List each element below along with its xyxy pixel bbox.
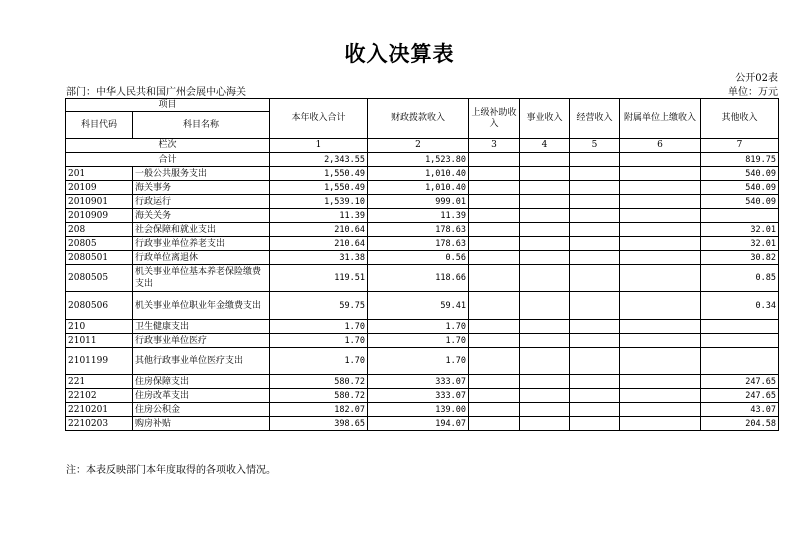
row-other: 540.09 <box>701 181 779 195</box>
table-row <box>66 167 779 181</box>
table-row <box>66 389 779 403</box>
row-other: 30.82 <box>701 251 779 265</box>
row-name: 行政事业单位医疗 <box>133 334 270 348</box>
empty-cell <box>520 181 570 195</box>
row-other: 32.01 <box>701 223 779 237</box>
empty-cell <box>570 237 620 251</box>
empty-cell <box>570 167 620 181</box>
empty-cell <box>469 320 520 334</box>
row-fiscal: 1.70 <box>368 348 469 375</box>
row-other <box>701 320 779 334</box>
table-row <box>66 209 779 223</box>
col-num: 4 <box>520 139 570 153</box>
row-code: 2080501 <box>66 251 133 265</box>
empty-cell <box>620 195 701 209</box>
row-name: 购房补贴 <box>133 417 270 431</box>
table-row <box>66 348 779 375</box>
row-total: 1.70 <box>270 334 368 348</box>
empty-cell <box>469 375 520 389</box>
row-fiscal: 333.07 <box>368 375 469 389</box>
table-row <box>66 320 779 334</box>
row-name: 行政运行 <box>133 195 270 209</box>
table-row <box>66 292 779 320</box>
empty-cell <box>570 375 620 389</box>
table-row <box>66 265 779 292</box>
empty-cell <box>620 237 701 251</box>
empty-cell <box>469 292 520 320</box>
form-number: 公开02表 <box>735 73 778 84</box>
empty-cell <box>620 348 701 375</box>
department-label: 部门：中华人民共和国广州会展中心海关 <box>66 87 246 98</box>
row-total: 1,539.10 <box>270 195 368 209</box>
empty-cell <box>620 292 701 320</box>
row-other: 32.01 <box>701 237 779 251</box>
row-name: 一般公共服务支出 <box>133 167 270 181</box>
row-name: 卫生健康支出 <box>133 320 270 334</box>
row-other: 0.34 <box>701 292 779 320</box>
empty-cell <box>520 417 570 431</box>
empty-cell <box>620 153 701 167</box>
row-fiscal: 333.07 <box>368 389 469 403</box>
table-row <box>66 195 779 209</box>
table-row <box>66 237 779 251</box>
empty-cell <box>620 403 701 417</box>
row-code: 22102 <box>66 389 133 403</box>
row-code: 221 <box>66 375 133 389</box>
col-num: 6 <box>620 139 701 153</box>
row-code: 2101199 <box>66 348 133 375</box>
col-num: 3 <box>469 139 520 153</box>
row-name: 社会保障和就业支出 <box>133 223 270 237</box>
empty-cell <box>520 237 570 251</box>
unit-label: 单位：万元 <box>728 87 778 98</box>
row-total: 210.64 <box>270 237 368 251</box>
header-total: 本年收入合计 <box>270 99 368 139</box>
row-name: 行政单位离退休 <box>133 251 270 265</box>
row-other <box>701 348 779 375</box>
row-fiscal: 178.63 <box>368 237 469 251</box>
empty-cell <box>620 181 701 195</box>
empty-cell <box>620 417 701 431</box>
row-code: 210 <box>66 320 133 334</box>
row-total: 580.72 <box>270 375 368 389</box>
total-row <box>66 153 779 167</box>
row-total: 119.51 <box>270 265 368 292</box>
row-code: 208 <box>66 223 133 237</box>
empty-cell <box>570 209 620 223</box>
empty-cell <box>570 223 620 237</box>
row-code: 2210201 <box>66 403 133 417</box>
table-row <box>66 334 779 348</box>
row-code: 2210203 <box>66 417 133 431</box>
empty-cell <box>520 334 570 348</box>
row-total: 1.70 <box>270 348 368 375</box>
total-label: 合计 <box>66 153 270 167</box>
row-total: 398.65 <box>270 417 368 431</box>
row-fiscal: 1.70 <box>368 334 469 348</box>
table-row <box>66 403 779 417</box>
empty-cell <box>570 417 620 431</box>
table-row <box>66 181 779 195</box>
empty-cell <box>469 181 520 195</box>
row-name: 住房公积金 <box>133 403 270 417</box>
row-name: 住房保障支出 <box>133 375 270 389</box>
row-total: 1,550.49 <box>270 181 368 195</box>
empty-cell <box>520 348 570 375</box>
empty-cell <box>520 167 570 181</box>
row-name: 机关事业单位职业年金缴费支出 <box>133 292 270 320</box>
row-other: 540.09 <box>701 167 779 181</box>
row-other: 540.09 <box>701 195 779 209</box>
total-amount: 2,343.55 <box>270 153 368 167</box>
empty-cell <box>620 389 701 403</box>
empty-cell <box>520 375 570 389</box>
table-row <box>66 251 779 265</box>
empty-cell <box>469 251 520 265</box>
row-other: 204.58 <box>701 417 779 431</box>
row-code: 21011 <box>66 334 133 348</box>
empty-cell <box>620 209 701 223</box>
row-fiscal: 118.66 <box>368 265 469 292</box>
empty-cell <box>520 265 570 292</box>
header-upper: 上级补助收入 <box>469 99 520 139</box>
table-row <box>66 417 779 431</box>
empty-cell <box>570 265 620 292</box>
col-num: 7 <box>701 139 779 153</box>
row-other: 0.85 <box>701 265 779 292</box>
empty-cell <box>570 334 620 348</box>
empty-cell <box>570 292 620 320</box>
footnote: 注：本表反映部门本年度取得的各项收入情况。 <box>66 465 276 476</box>
income-table <box>65 98 779 431</box>
empty-cell <box>520 209 570 223</box>
empty-cell <box>469 389 520 403</box>
empty-cell <box>469 195 520 209</box>
table-row <box>66 375 779 389</box>
row-other: 247.65 <box>701 389 779 403</box>
page-title: 收入决算表 <box>344 41 455 66</box>
empty-cell <box>570 153 620 167</box>
row-code: 2010909 <box>66 209 133 223</box>
row-total: 1.70 <box>270 320 368 334</box>
empty-cell <box>469 265 520 292</box>
col-num: 1 <box>270 139 368 153</box>
row-total: 59.75 <box>270 292 368 320</box>
empty-cell <box>520 195 570 209</box>
empty-cell <box>570 195 620 209</box>
row-other <box>701 209 779 223</box>
empty-cell <box>520 251 570 265</box>
row-code: 2080505 <box>66 265 133 292</box>
row-name: 行政事业单位养老支出 <box>133 237 270 251</box>
empty-cell <box>520 153 570 167</box>
empty-cell <box>520 320 570 334</box>
row-name: 住房改革支出 <box>133 389 270 403</box>
row-code: 2010901 <box>66 195 133 209</box>
empty-cell <box>469 403 520 417</box>
row-name: 海关关务 <box>133 209 270 223</box>
row-code: 2080506 <box>66 292 133 320</box>
row-code: 20109 <box>66 181 133 195</box>
row-total: 580.72 <box>270 389 368 403</box>
empty-cell <box>469 223 520 237</box>
empty-cell <box>520 403 570 417</box>
col-num: 5 <box>570 139 620 153</box>
empty-cell <box>469 417 520 431</box>
empty-cell <box>469 167 520 181</box>
row-fiscal: 139.00 <box>368 403 469 417</box>
row-fiscal: 59.41 <box>368 292 469 320</box>
empty-cell <box>570 181 620 195</box>
empty-cell <box>469 237 520 251</box>
empty-cell <box>620 167 701 181</box>
row-total: 182.07 <box>270 403 368 417</box>
row-fiscal: 194.07 <box>368 417 469 431</box>
empty-cell <box>620 265 701 292</box>
empty-cell <box>469 334 520 348</box>
empty-cell <box>570 348 620 375</box>
row-code: 201 <box>66 167 133 181</box>
empty-cell <box>520 292 570 320</box>
row-code: 20805 <box>66 237 133 251</box>
header-fiscal: 财政拨款收入 <box>368 99 469 139</box>
empty-cell <box>620 375 701 389</box>
empty-cell <box>469 153 520 167</box>
column-number-label: 栏次 <box>66 139 270 153</box>
row-fiscal: 1.70 <box>368 320 469 334</box>
empty-cell <box>570 403 620 417</box>
header-business: 事业收入 <box>520 99 570 139</box>
row-fiscal: 999.01 <box>368 195 469 209</box>
header-affiliated: 附属单位上缴收入 <box>620 99 701 139</box>
row-fiscal: 11.39 <box>368 209 469 223</box>
row-other <box>701 334 779 348</box>
row-other: 247.65 <box>701 375 779 389</box>
empty-cell <box>570 320 620 334</box>
row-total: 31.38 <box>270 251 368 265</box>
empty-cell <box>620 251 701 265</box>
row-total: 11.39 <box>270 209 368 223</box>
empty-cell <box>620 320 701 334</box>
row-total: 1,550.49 <box>270 167 368 181</box>
row-fiscal: 1,010.40 <box>368 181 469 195</box>
row-other: 43.07 <box>701 403 779 417</box>
header-code: 科目代码 <box>66 112 133 139</box>
row-total: 210.64 <box>270 223 368 237</box>
empty-cell <box>520 389 570 403</box>
col-num: 2 <box>368 139 469 153</box>
total-fiscal: 1,523.80 <box>368 153 469 167</box>
empty-cell <box>469 348 520 375</box>
empty-cell <box>620 223 701 237</box>
header-other: 其他收入 <box>701 99 779 139</box>
header-operating: 经营收入 <box>570 99 620 139</box>
row-fiscal: 178.63 <box>368 223 469 237</box>
empty-cell <box>469 209 520 223</box>
empty-cell <box>570 389 620 403</box>
header-name: 科目名称 <box>133 112 270 139</box>
table-row <box>66 223 779 237</box>
total-other: 819.75 <box>701 153 779 167</box>
row-fiscal: 0.56 <box>368 251 469 265</box>
row-name: 机关事业单位基本养老保险缴费支出 <box>133 265 270 292</box>
row-fiscal: 1,010.40 <box>368 167 469 181</box>
empty-cell <box>520 223 570 237</box>
row-name: 海关事务 <box>133 181 270 195</box>
empty-cell <box>570 251 620 265</box>
header-item: 项目 <box>66 99 270 112</box>
empty-cell <box>620 334 701 348</box>
row-name: 其他行政事业单位医疗支出 <box>133 348 270 375</box>
